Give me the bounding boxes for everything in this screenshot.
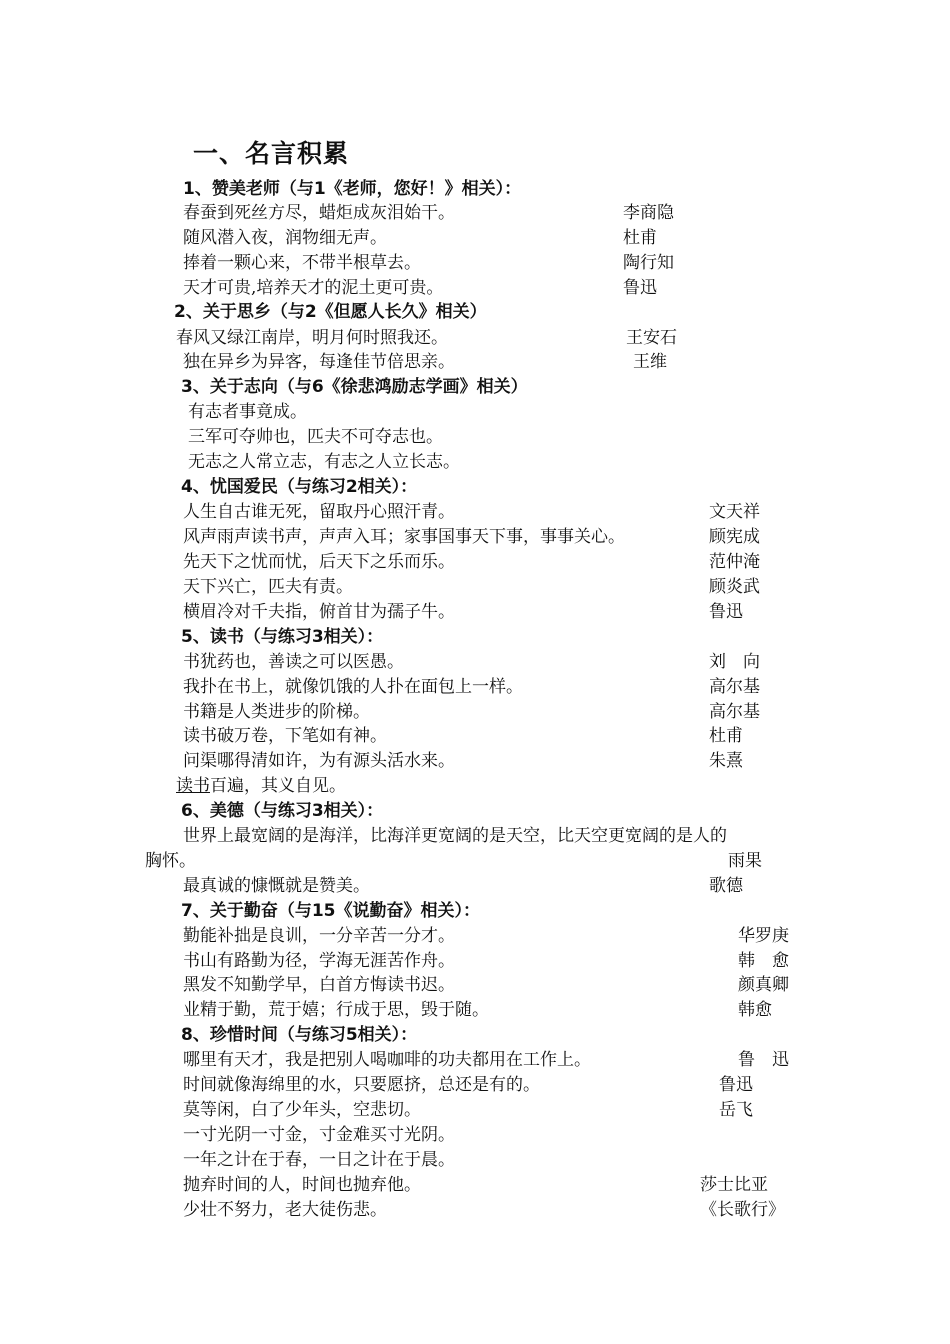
- quote-text: 莫等闲，白了少年头，空悲切。: [183, 1100, 421, 1120]
- quote-text: 先天下之忧而忧，后天下之乐而乐。: [183, 552, 455, 572]
- quote-text: 世界上最宽阔的是海洋，比海洋更宽阔的是天空，比天空更宽阔的是人的: [183, 826, 727, 846]
- quote-text: 书山有路勤为径，学海无涯苦作舟。: [183, 951, 455, 971]
- quote-text: 勤能补拙是良训，一分辛苦一分才。: [183, 926, 455, 946]
- quote-author: 高尔基: [709, 702, 760, 722]
- quote-author: 王安石: [626, 328, 677, 348]
- quote-author: 王维: [633, 352, 667, 372]
- quote-author: 顾宪成: [709, 527, 760, 547]
- section-heading: 3、关于志向（与6《徐悲鸿励志学画》相关）: [181, 377, 528, 397]
- quote-author: 鲁迅: [709, 602, 743, 622]
- section-heading: 5、读书（与练习3相关）：: [181, 627, 384, 647]
- quote-text: 哪里有天才，我是把别人喝咖啡的功夫都用在工作上。: [183, 1050, 591, 1070]
- quote-author: 莎士比亚: [700, 1175, 768, 1195]
- section-heading: 1、赞美老师（与1《老师，您好！》相关）：: [183, 179, 522, 199]
- quote-author: 韩 愈: [738, 951, 789, 971]
- quote-author: 朱熹: [709, 751, 743, 771]
- quote-text: 三军可夺帅也，匹夫不可夺志也。: [188, 427, 443, 447]
- quote-author: 范仲淹: [709, 552, 760, 572]
- quote-author: 高尔基: [709, 677, 760, 697]
- quote-text: 时间就像海绵里的水，只要愿挤，总还是有的。: [183, 1075, 540, 1095]
- quote-author: 《长歌行》: [700, 1200, 785, 1220]
- quote-text: 无志之人常立志，有志之人立长志。: [188, 452, 460, 472]
- quote-author: 顾炎武: [709, 577, 760, 597]
- quote-text: 横眉冷对千夫指，俯首甘为孺子牛。: [183, 602, 455, 622]
- quote-text: 最真诚的慷慨就是赞美。: [183, 876, 370, 896]
- quote-text: 书犹药也，善读之可以医愚。: [183, 652, 404, 672]
- quote-text: 风声雨声读书声，声声入耳；家事国事天下事，事事关心。: [183, 527, 625, 547]
- quote-text: 有志者事竟成。: [188, 402, 307, 422]
- quote-author: 鲁迅: [719, 1075, 753, 1095]
- quote-author: 韩愈: [738, 1000, 772, 1020]
- quote-text: 独在异乡为异客，每逢佳节倍思亲。: [183, 352, 455, 372]
- quote-text: 抛弃时间的人，时间也抛弃他。: [183, 1175, 421, 1195]
- quote-text-rest: 百遍，其义自见。: [210, 776, 346, 796]
- quote-text: 读书破万卷，下笔如有神。: [183, 726, 387, 746]
- section-heading: 7、关于勤奋（与15《说勤奋》相关）：: [181, 901, 480, 921]
- quote-author: 陶行知: [623, 253, 674, 273]
- quote-author: 鲁迅: [623, 278, 657, 298]
- quote-text: 我扑在书上，就像饥饿的人扑在面包上一样。: [183, 677, 523, 697]
- quote-text: 春风又绿江南岸，明月何时照我还。: [176, 328, 448, 348]
- quote-author: 歌德: [709, 876, 743, 896]
- quote-text: 人生自古谁无死，留取丹心照汗青。: [183, 502, 455, 522]
- quote-author: 文天祥: [709, 502, 760, 522]
- quote-text: 随风潜入夜，润物细无声。: [183, 228, 387, 248]
- underlined-text: 读书: [176, 776, 210, 796]
- quote-author: 岳飞: [719, 1100, 753, 1120]
- quote-text: 黑发不知勤学早，白首方悔读书迟。: [183, 975, 455, 995]
- quote-author: 鲁 迅: [738, 1050, 789, 1070]
- quote-text: 一寸光阴一寸金，寸金难买寸光阴。: [183, 1125, 455, 1145]
- quote-text-continued: 胸怀。: [145, 851, 196, 871]
- section-heading: 6、美德（与练习3相关）：: [181, 801, 384, 821]
- quote-text: [176, 774, 346, 798]
- quote-author: 杜甫: [623, 228, 657, 248]
- quote-author: 李商隐: [623, 203, 674, 223]
- section-heading: 4、忧国爱民（与练习2相关）：: [181, 477, 418, 497]
- quote-text: 问渠哪得清如许，为有源头活水来。: [183, 751, 455, 771]
- section-heading: 8、珍惜时间（与练习5相关）：: [181, 1025, 418, 1045]
- quote-text: 一年之计在于春，一日之计在于晨。: [183, 1150, 455, 1170]
- quote-text: 天下兴亡，匹夫有责。: [183, 577, 353, 597]
- quote-author: 杜甫: [709, 726, 743, 746]
- quote-author: 雨果: [728, 851, 762, 871]
- quote-text: 捧着一颗心来，不带半根草去。: [183, 253, 421, 273]
- quote-author: 华罗庚: [738, 926, 789, 946]
- quote-text: 业精于勤，荒于嬉；行成于思，毁于随。: [183, 1000, 489, 1020]
- quote-author: 刘 向: [709, 652, 760, 672]
- section-heading: 2、关于思乡（与2《但愿人长久》相关）: [174, 302, 487, 322]
- quote-text: 春蚕到死丝方尽，蜡炬成灰泪始干。: [183, 203, 455, 223]
- quote-author: 颜真卿: [738, 975, 789, 995]
- quote-text: 天才可贵,培养天才的泥土更可贵。: [183, 278, 444, 298]
- page-title: 一、名言积累: [193, 139, 350, 168]
- quote-text: 少壮不努力，老大徒伤悲。: [183, 1200, 387, 1220]
- quote-text: 书籍是人类进步的阶梯。: [183, 702, 370, 722]
